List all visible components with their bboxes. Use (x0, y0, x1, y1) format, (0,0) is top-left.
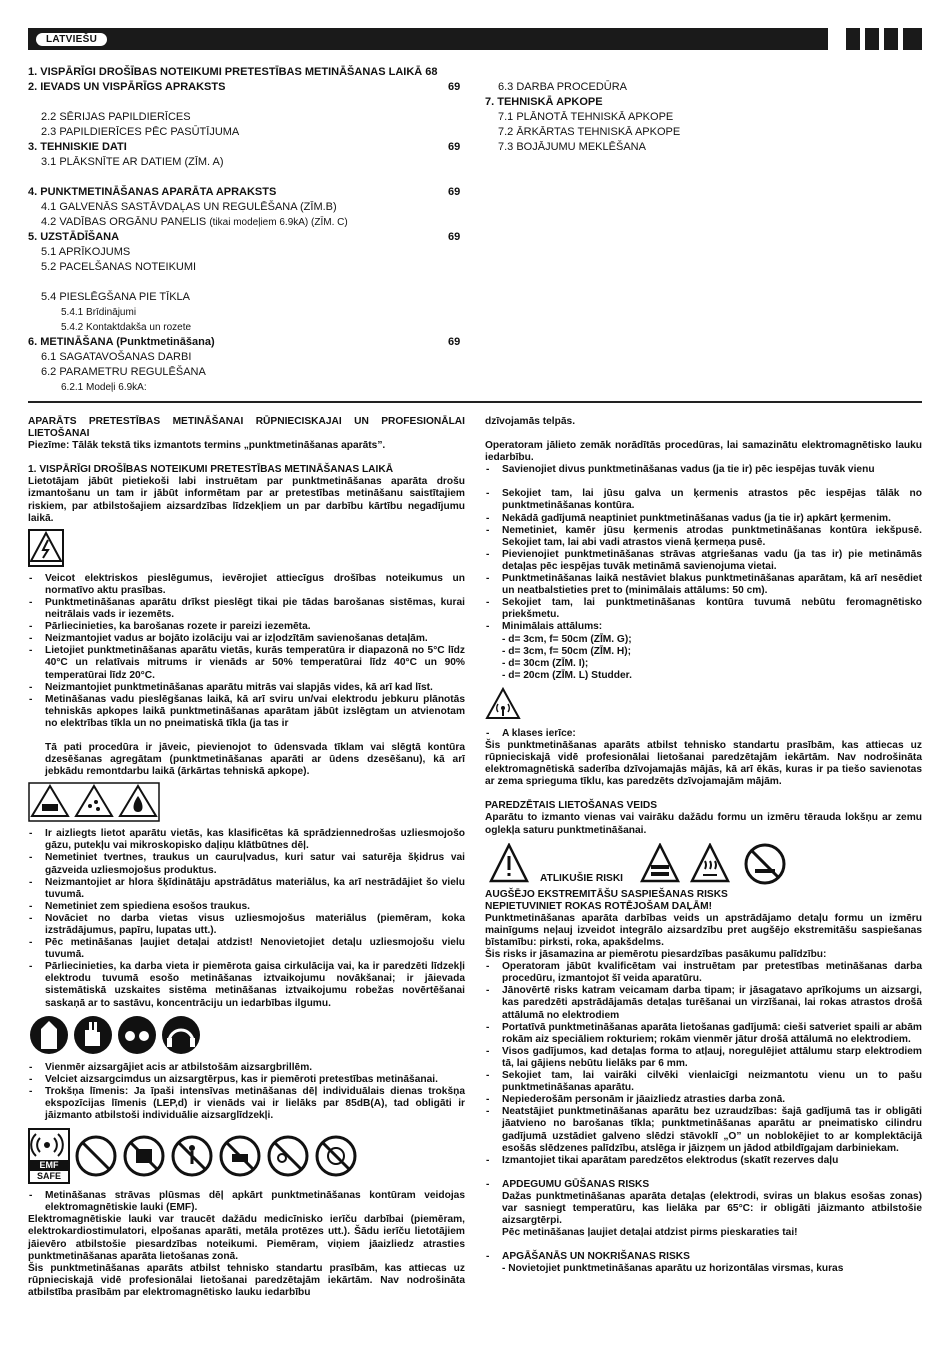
electric-list (28, 573, 465, 779)
distance-item: - d= 3cm, f= 50cm (ZĪM. H); (502, 645, 632, 657)
section-heading: PAREDZĒTAIS LIETOŠANAS VEIDS (485, 800, 658, 812)
list-item: - Punktmetināšanas aparātu drīkst pieslēgt tikai pie tādas barošanas sistēmas, kurai neitrālais vads ir iezemēts. (28, 597, 465, 621)
list-item: - Minimālais attālums: (485, 621, 922, 633)
toc-item: 2. IEVADS UN VISPĀRĪGS APRAKSTS 69 (28, 81, 461, 93)
header-stripe (884, 28, 898, 50)
language-label: LATVIEŠU (36, 33, 107, 46)
emf-distance-list (485, 464, 922, 682)
toc-item: 7.1 PLĀNOTĀ TEHNISKĀ APKOPE (498, 111, 674, 123)
paragraph: Operatoram jālieto zemāk norādītās procedūras, lai samazinātu elektromagnētisko lauku iedarbību. (485, 440, 922, 464)
paragraph: Šis risks ir jāsamazina ar piemērotu piesardzības pasākumu palīdzību: (485, 949, 827, 961)
toc-item: 5.4 PIESLĒGŠANA PIE TĪKLA (41, 291, 190, 303)
list-item: - Velciet aizsargcimdus un aizsargtērpus, kas ir piemēroti pretestības metināšanai. (28, 1074, 465, 1086)
paragraph: Elektromagnētiskie lauki var traucēt dažādu medicīnisko ierīču darbībai (piemēram, elektrokardiostimulatori, elpošanas aparāti, metāla protēzes utt.). Šādu ierīču lietotājiem jāievēro atbilstošie piesardzības noteikumi. Piemēram, viņiem jāaizliedz atrasties punktmetināšanas aparāta lietošanas zonā. (28, 1214, 465, 1262)
list-item: - Jānovērtē risks katram veicamam darba tipam; ir jāsagatavo aprīkojums un aizsargi, kas paredzēti apstrādājamās detaļas turēšanai un virzīšanai, lai rokas atrastos drošā attālumā no elektrodiem (485, 985, 922, 1021)
section-heading: NEPIETUVINIET ROKAS ROTĒJOŠAM DAĻĀM! (485, 900, 712, 912)
paragraph: - Novietojiet punktmetināšanas aparātu uz horizontālas virsmas, kuras (502, 1263, 844, 1275)
list-item: - Operatoram jābūt kvalificētam vai instruētam par pretestības metināšanas darba procedūru, izmantojot šī veida aparatūru. (485, 961, 922, 985)
doc-title: APARĀTS PRETESTĪBAS METINĀŠANAI RŪPNIECISKAJAI UN PROFESIONĀLAI LIETOŠANAI (28, 416, 465, 440)
electric-hazard-icon (28, 529, 64, 567)
list-item: - Pārliecinieties, ka darba vieta ir piemērota gaisa cirkulācija vai, ka ir paredzēti līdzekļi elektrodu tuvumā esošo metināšanas iztvaikojumu novākšanai; ir jāievada sistemātiskā uzskaites sistēma metināšanas iztvaikojumu robežas novērtēšanai saskaņā ar to sastāvu, koncentrāciju un iedarbības ilgumu. (28, 961, 465, 1009)
paragraph: Šis punktmetināšanas aparāts atbilst tehnisko standartu prasībām, kas attiecas uz rūpnieciskajā vidē profesionālai lietošanai paredzētajām iekārtām. Nav nodrošināta atbilstība prasībām par elektromagnētisko lauku iedarbību (28, 1262, 465, 1298)
toc-item: 2.2 SĒRIJAS PAPILDIERĪCES (41, 111, 191, 123)
radiation-icons (485, 686, 922, 722)
distance-item: - d= 30cm (ZĪM. I); (502, 657, 589, 669)
toc-item: 5. UZSTĀDĪŠANA 69 (28, 231, 461, 243)
residual-risk-header (485, 841, 922, 889)
toc-item: 6.2.1 Modeļi 6.9kA: (61, 382, 147, 393)
paragraph: Punktmetināšanas aparāta darbības veids un apstrādājamo detaļu formu un izmēru mainīgums neļauj izveidot integrālo aizsardzību pret augšējo ekstremitāšu saspiešanas bīstamību: pirksti, roka, apakšdelms. (485, 912, 922, 948)
list-item: - A klases ierīce: (485, 728, 922, 740)
emf-wave-icon (30, 1130, 64, 1160)
crush-burn-hazard-icons (640, 843, 790, 885)
toc-item: 6. METINĀŠANA (Punktmetināšana) 69 (28, 336, 461, 348)
list-item: - Pārliecinieties, ka barošanas rozete ir pareizi iezemēta. (28, 621, 465, 633)
list-item: - Pēc metināšanas ļaujiet detaļai atdzist! Nenovietojiet detaļu uzliesmojošu vielu tuvumā. (28, 937, 465, 961)
list-item: - Neizmantojiet punktmetināšanas aparātu mitrās vai slapjās vides, kā arī kad līst. (28, 682, 465, 694)
toc-item: 5.2 PACELŠANAS NOTEIKUMI (41, 261, 197, 273)
left-column (28, 416, 465, 1299)
toc-item: 2.3 PAPILDIERĪCES PĒC PASŪTĪJUMA (41, 126, 240, 138)
section-heading: - APGĀŠANĀS UN NOKRIŠANAS RISKS (485, 1251, 922, 1263)
emf-list (28, 1190, 465, 1214)
list-item: - Neatstājiet punktmetināšanas aparātu bez uzraudzības: šajā gadījumā tas ir obligāti jāatvieno no barošanas tīkla; punktmetināšanas aparātu ar pneimatisko cilindru gadījumā uzstādiet galveno slēdzi stāvoklī „O” un noblokējiet to ar komplektācijā esošās slēdzenes palīdzību, atslēga ir jāizņem un jādod atbildīgajam darbiniekam. (485, 1106, 922, 1154)
toc-item: 6.3 DARBA PROCEDŪRA (498, 81, 627, 93)
list-item: - Veicot elektriskos pieslēgumus, ievērojiet attiecīgus drošības noteikumus un normatīvo aktu prasības. (28, 573, 465, 597)
toc-item: 4.2 VADĪBAS ORGĀNU PANELIS (tikai modeļiem 6.9kA) (ZĪM. C) (41, 216, 348, 228)
section-heading: - APDEGUMU GŪŠANAS RISKS (485, 1179, 922, 1191)
list-item: - Visos gadījumos, kad detaļas forma to atļauj, noregulējiet attālumu starp elektrodiem tā, lai gājiens nebūtu lielāks par 6 mm. (485, 1046, 922, 1070)
fire-warning-icons (28, 782, 465, 822)
toc-right (485, 80, 915, 155)
toc-left (28, 65, 468, 395)
paragraph: Šis punktmetināšanas aparāts atbilst tehnisko standartu prasībām, kas attiecas uz rūpnieciskajā vidē profesionālai lietošanai paredzētajām iekārtām. Nav nodrošināta elektromagnētiskā saderība dzīvojamajās mājās, kā arī ēkās, kuras ir pa tiešo savienotas ar zema sprieguma tīklu, kas paredzēts dzīvojamajām mājām. (485, 739, 922, 788)
list-item: - Nemetiniet tvertnes, traukus un cauruļvadus, kuri satur vai saturēja šķidrus vai gāzveida uzliesmojošus produktus. (28, 852, 465, 876)
list-item: - Pievienojiet punktmetināšanas strāvas atgriešanas vadu (ja tas ir) pie metināmās detaļas pēc iespējas tuvāk metināmā savienojuma vietai. (485, 549, 922, 573)
toc-item: 5.4.2 Kontaktdakša un rozete (61, 322, 192, 333)
fire-list (28, 828, 465, 1009)
paragraph: Aparātu to izmanto vienas vai vairāku dažādu formu un izmēru tērauda lokšņu ar zemu oglekļa saturu punktmetināšanai. (485, 812, 922, 836)
list-item: - Novāciet no darba vietas visus uzliesmojošus materiālus (piemēram, koka izstrādājumus, papīru, lupatas utt.). (28, 913, 465, 937)
distance-item: - d= 20cm (ZĪM. L) Studder. (502, 669, 632, 681)
paragraph: Pēc metināšanas ļaujiet detaļai atdzist pirms pieskaraties tai! (502, 1227, 798, 1239)
paragraph: Lietotājam jābūt pietiekoši labi instruētam par punktmetināšanas aparāta drošu izmantošanu un tam ir jābūt informētam par ar pretestības metināšanu saistītajiem riskiem, par atbilstošajiem aizsardzības līdzekļiem un par darbību kārtību negadījumu laikā. (28, 476, 465, 524)
paragraph: Dažas punktmetināšanas aparāta detaļas (elektrodi, sviras un blakus esošas zonas) var sasniegt temperatūru, kas lielāka par 65°C: ir obligāti jāizmanto atbilstošie aizsargtērpi. (502, 1190, 922, 1227)
doc-note: Piezīme: Tālāk tekstā tiks izmantots termins „punktmetināšanas aparāts”. (28, 440, 386, 452)
list-item: - Metināšanas vadu pieslēgšanas laikā, kā arī sviru un/vai elektrodu jebkuru plānotās tehniskās apkopes laikā punktmetināšanas aparātam jābūt izslēgtam un atvienotam no elektrības tīkla un no pneimatiskā tīkla (ja tas ir (28, 694, 465, 730)
toc-item: 6.1 SAGATAVOŠANAS DARBI (41, 351, 192, 363)
list-item: - Sekojiet tam, lai vairāki cilvēki vienlaicīgi neizmantotu vienu un to pašu punktmetināšanas aparātu. (485, 1070, 922, 1094)
toc-item: 7. TEHNISKĀ APKOPE (485, 96, 603, 108)
non-ionizing-radiation-icon (485, 686, 521, 722)
toc-item: 4.1 GALVENĀS SASTĀVDAĻAS UN REGULĒŠANA (ZĪM.B) (41, 201, 337, 213)
protective-equipment-icon (28, 1014, 208, 1056)
list-item: - Trokšņa līmenis: Ja īpaši intensīvas metināšanas dēļ individuālais dienas trokšņa ekspozīcijas līmenis (LEP,d) ir vienāds vai ir lielāks par 85dB(A), tad obligāti ir jāizmanto atbilstoši individuālie aizsarglīdzekļi. (28, 1086, 465, 1122)
toc-item: 3. TEHNISKIE DATI 69 (28, 141, 461, 153)
toc-item: 6.2 PARAMETRU REGULĒŠANA (41, 366, 206, 378)
emf-safe-icon: EMF SAFE (28, 1128, 70, 1184)
fall-section (485, 1251, 922, 1275)
toc-item: 4. PUNKTMETINĀŠANAS APARĀTA APRAKSTS 69 (28, 186, 461, 198)
section-divider (28, 401, 922, 403)
list-item: - Nepiederošām personām ir jāaizliedz atrasties darba zonā. (485, 1094, 922, 1106)
warning-icon (489, 843, 529, 885)
list-item: - Neizmantojiet vadus ar bojāto izolāciju vai ar izļodzītām savienošanas detaļām. (28, 633, 465, 645)
crush-list (485, 961, 922, 1167)
right-column (485, 416, 922, 1275)
ppe-list (28, 1062, 465, 1122)
toc-item: 1. VISPĀRĪGI DROŠĪBAS NOTEIKUMI PRETESTĪBAS METINĀŠANAS LAIKĀ 68 (28, 66, 438, 78)
list-item: - Ir aizliegts lietot aparātu vietās, kas klasificētas kā sprādziennedrošas uzliesmojošo gāzu, putekļu vai mikroskopisko daļiņu klātbūtnes dēļ. (28, 828, 465, 852)
list-item: - Nemetiniet zem spiediena esošos traukus. (28, 901, 465, 913)
list-item: - Portatīvā punktmetināšanas aparāta lietošanas gadījumā: cieši satveriet spaili ar abām rokām aiz speciāliem rokturiem; rokām vienmēr jātur drošā attālumā no elektrodiem. (485, 1022, 922, 1046)
list-item: - Izmantojiet tikai aparātam paredzētos elektrodus (skatīt rezerves daļu (485, 1155, 922, 1167)
list-item: - Metināšanas strāvas plūsmas dēļ apkārt punktmetināšanas kontūram veidojas elektromagnētiskie lauki (EMF). (28, 1190, 465, 1214)
header-bar (28, 28, 828, 50)
ppe-icons (28, 1014, 465, 1056)
header-stripe (865, 28, 879, 50)
section-heading: AUGŠĒJO EKSTREMITĀŠU SASPIEŠANAS RISKS (485, 888, 728, 900)
list-item: - Vienmēr aizsargājiet acis ar atbilstošām aizsargbrillēm. (28, 1062, 465, 1074)
list-item: - Lietojiet punktmetināšanas aparātu vietās, kurās temperatūra ir diapazonā no 5°C līdz 40°C un relatīvais mitrums ir vienāds ar 50% temperatūrai līdz 40°C un 90% temperatūrai līdz 20°C. (28, 645, 465, 681)
toc-item: 7.2 ĀRKĀRTAS TEHNISKĀ APKOPE (498, 126, 681, 138)
list-item: - Sekojiet tam, lai punktmetināšanas kontūra tuvumā nebūtu feromagnētisko priekšmetu. (485, 597, 922, 621)
paragraph: Tā pati procedūra ir jāveic, pievienojot to ūdensvada tīklam vai slēgtā kontūra dzesēšanas agregātam (punktmetināšanas aparāti ar ūdens dzesēšanu), kā arī jebkādu remontdarbu laikā (ārkārtas tehniskā apkope). (45, 741, 465, 778)
toc-item: 3.1 PLĀKSNĪTE AR DATIEM (ZĪM. A) (41, 156, 224, 168)
burn-section (485, 1179, 922, 1239)
paragraph: dzīvojamās telpās. (485, 416, 576, 427)
class-a-block (485, 728, 922, 788)
distance-item: - d= 3cm, f= 50cm (ZĪM. G); (502, 633, 632, 645)
electric-warning-icons (28, 529, 465, 567)
emf-icons (28, 1128, 465, 1184)
list-item: - Nekādā gadījumā neaptiniet punktmetināšanas vadus (ja tie ir) apkārt ķermenim. (485, 513, 922, 525)
toc-item: 5.1 APRĪKOJUMS (41, 246, 131, 258)
toc-item: 5.4.1 Brīdinājumi (61, 307, 137, 318)
list-item: - Nemetiniet, kamēr jūsu ķermenis atrodas punktmetināšanas kontūra iekšpusē. Sekojiet tam, lai abi vadi atrastos vienā ķermeņa pusē. (485, 525, 922, 549)
list-item: - Punktmetināšanas laikā nestāviet blakus punktmetināšanas aparātam, kā arī nesēdiet un neatbalstieties pret to (minimālais attālums: 50 cm). (485, 573, 922, 597)
list-item: - Sekojiet tam, lai jūsu galva un ķermenis atrastos pēc iespējas tālāk no punktmetināšanas kontūra. (485, 488, 922, 512)
header-stripe (846, 28, 860, 50)
toc-item: 7.3 BOJĀJUMU MEKLĒŠANA (498, 141, 646, 153)
list-item: - Savienojiet divus punktmetināšanas vadus (ja tie ir) pēc iespējas tuvāk vienu (485, 464, 922, 476)
explosion-fire-hazard-icon (28, 782, 160, 822)
list-item: - Neizmantojiet ar hlora šķīdinātāju apstrādātus materiālus, ka arī nestrādājiet šo vielu tuvumā. (28, 877, 465, 901)
section-heading: 1. VISPĀRĪGI DROŠĪBAS NOTEIKUMI PRETESTĪBAS METINĀŠANAS LAIKĀ (28, 464, 394, 476)
residual-risks-label: ATLIKUŠIE RISKI (540, 872, 624, 884)
prohibition-icons (74, 1134, 364, 1178)
header-stripe (903, 28, 922, 50)
